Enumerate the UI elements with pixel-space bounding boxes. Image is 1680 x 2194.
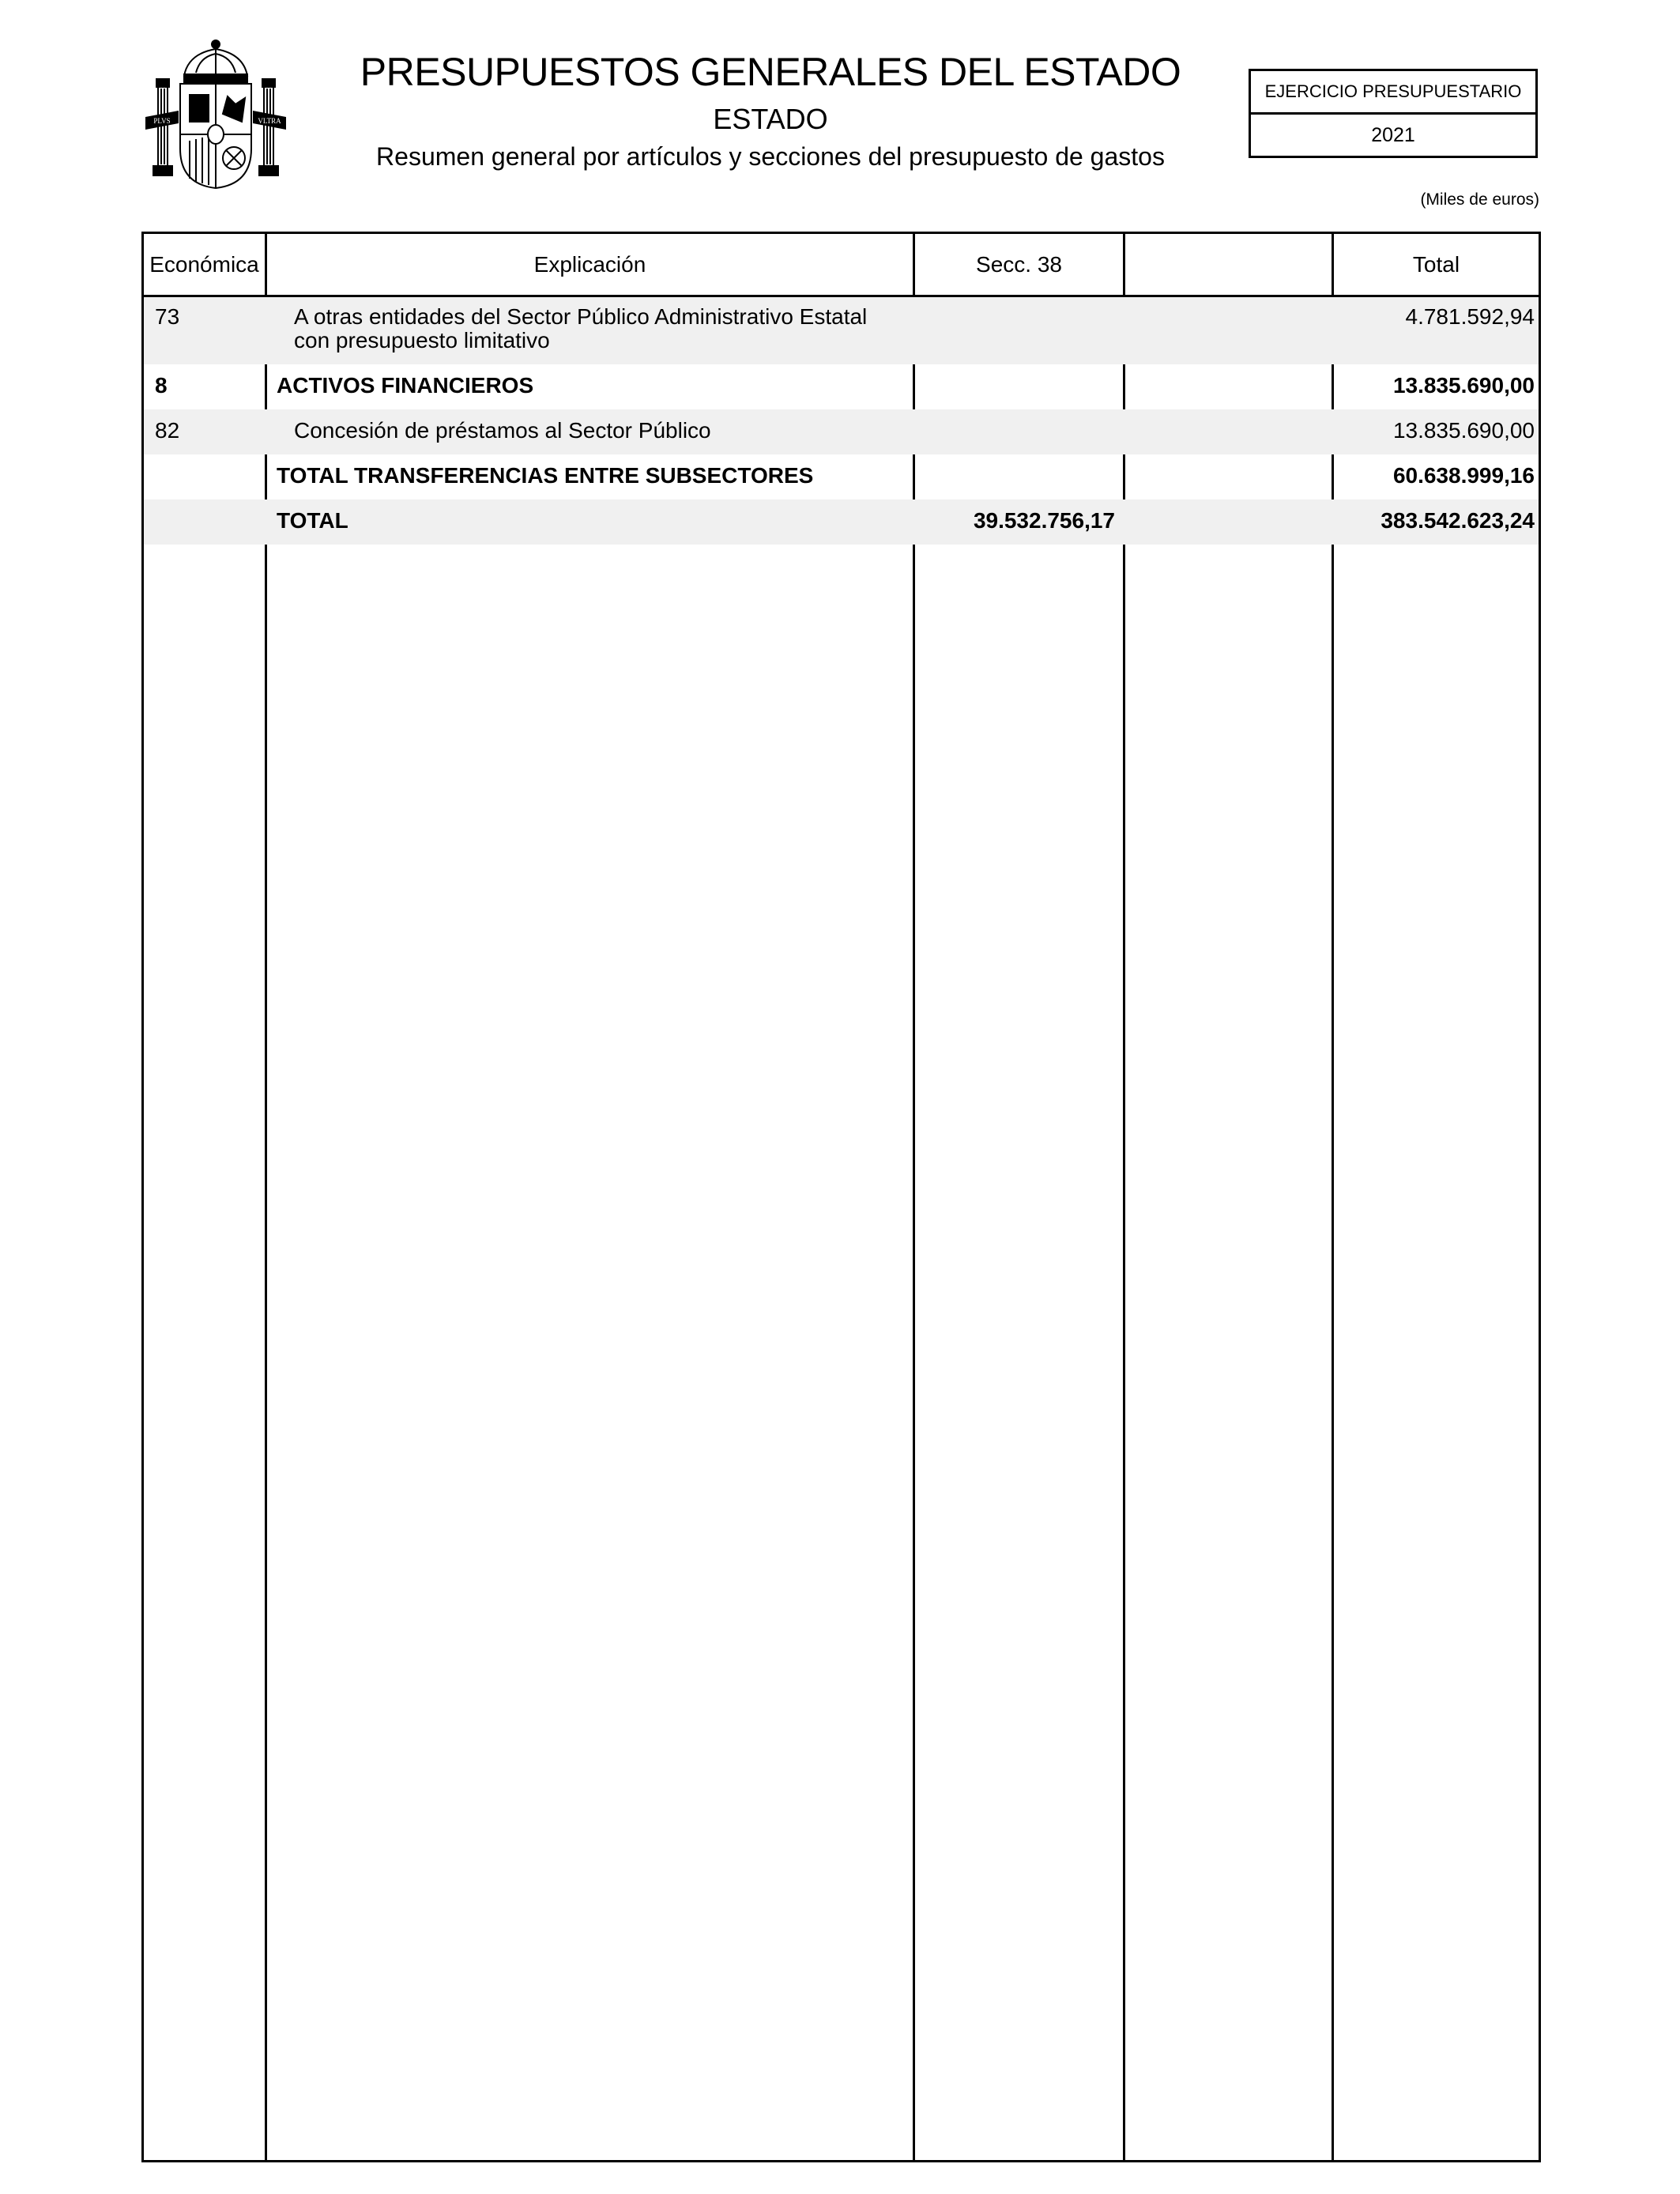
fiscal-year-box (1249, 69, 1538, 158)
row-total: 13.835.690,00 (1392, 373, 1535, 398)
table-row (144, 364, 1539, 409)
row-secc38: 39.532.756,17 (973, 508, 1115, 533)
table-row (144, 454, 1539, 499)
motto-right: VLTRA (258, 117, 281, 125)
table-row (144, 297, 1539, 364)
page-description: Resumen general por artículos y secciones del presupuesto de gastos (376, 142, 1165, 171)
table-row (144, 409, 1539, 454)
table-row-grand-total (144, 499, 1539, 545)
row-explanation: TOTAL TRANSFERENCIAS ENTRE SUBSECTORES (277, 463, 814, 488)
row-total: 13.835.690,00 (1392, 418, 1535, 443)
row-total: 383.542.623,24 (1381, 508, 1535, 533)
row-explanation: TOTAL (277, 508, 348, 533)
fiscal-year-value: 2021 (1371, 123, 1415, 146)
row-total: 60.638.999,16 (1392, 463, 1535, 488)
coat-of-arms-logo (141, 38, 291, 192)
row-explanation: ACTIVOS FINANCIEROS (277, 373, 534, 398)
header-blank (1125, 234, 1332, 295)
header-total: Total (1412, 251, 1460, 277)
motto-left: PLVS (153, 117, 171, 125)
table-header (144, 234, 1539, 297)
header-explicacion: Explicación (533, 251, 646, 277)
crown-icon (184, 40, 247, 82)
row-explanation: Concesión de préstamos al Sector Público (294, 418, 711, 443)
row-total: 4.781.592,94 (1405, 304, 1535, 329)
row-explanation-line1: A otras entidades del Sector Público Administrativo Estatal (294, 304, 868, 329)
row-code: 8 (155, 373, 168, 398)
fiscal-year-label: EJERCICIO PRESUPUESTARIO (1251, 71, 1535, 115)
page-subtitle: ESTADO (713, 103, 828, 135)
row-code: 82 (155, 418, 180, 443)
budget-table (141, 232, 1541, 2162)
row-code: 73 (155, 304, 180, 329)
units-note: (Miles de euros) (1420, 190, 1539, 209)
row-explanation-line2: con presupuesto limitativo (294, 328, 550, 352)
header-economica: Económica (149, 251, 259, 277)
shield-icon (180, 84, 251, 188)
page-title: PRESUPUESTOS GENERALES DEL ESTADO (360, 50, 1181, 94)
header-secc38: Secc. 38 (976, 251, 1062, 277)
